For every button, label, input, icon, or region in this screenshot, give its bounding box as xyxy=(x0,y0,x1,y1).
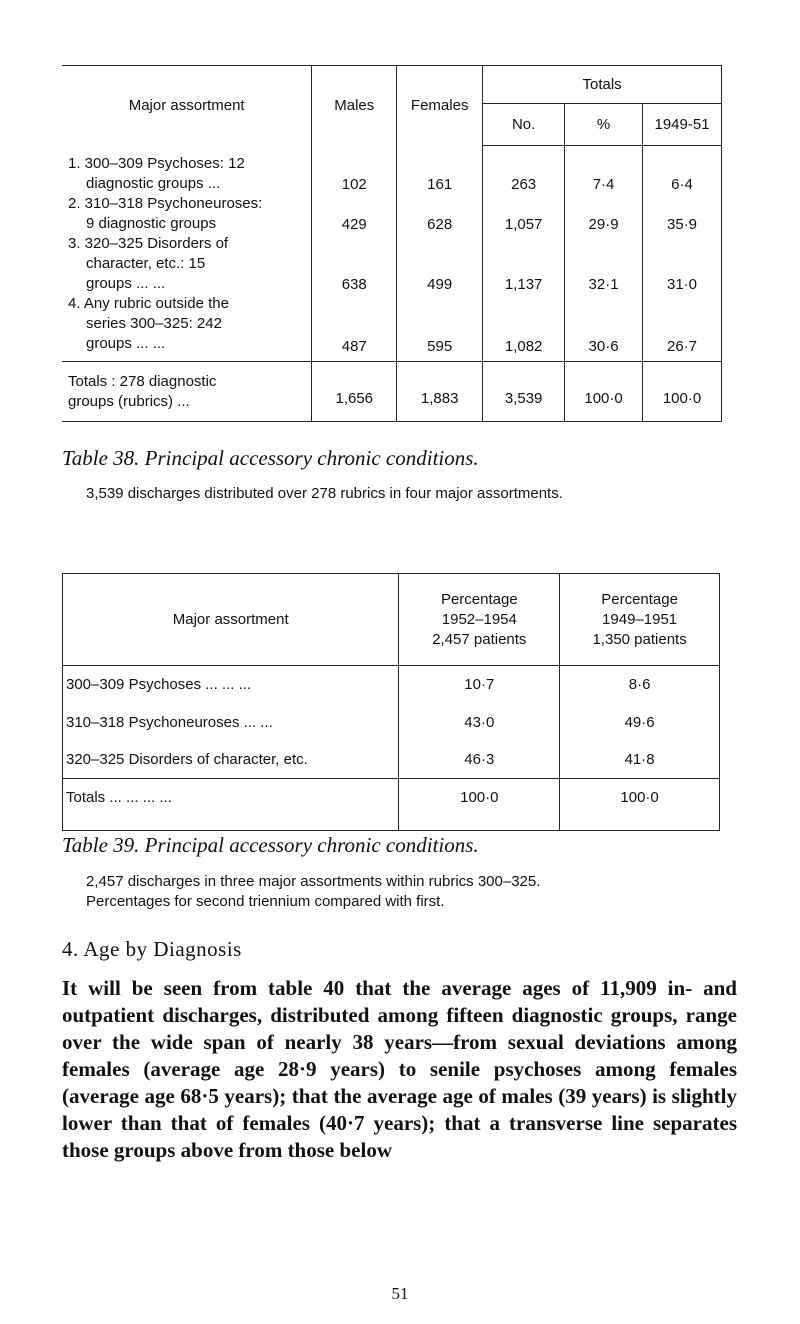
males-cell: 1,656 xyxy=(312,362,397,422)
header-percentage-1952-1954 xyxy=(399,574,560,666)
pct-cell: 100·0 xyxy=(565,362,643,422)
no-cell: 1,082 xyxy=(483,294,565,362)
y4951-cell: 26·7 xyxy=(643,294,722,362)
header-percentage-1949-1951 xyxy=(560,574,720,666)
y4951-cell: 100·0 xyxy=(643,362,722,422)
table-38-caption xyxy=(62,446,479,471)
no-cell: 1,137 xyxy=(483,234,565,294)
header-females: Females xyxy=(397,66,483,146)
no-cell: 3,539 xyxy=(483,362,565,422)
header-major-assortment: Major assortment xyxy=(62,66,312,146)
table-row xyxy=(62,146,722,194)
header-major-assortment: Major assortment xyxy=(63,574,399,666)
table-38 xyxy=(62,65,722,422)
table-39-caption xyxy=(62,833,479,858)
pct-cell: 32·1 xyxy=(565,234,643,294)
pct-1952-cell: 43·0 xyxy=(399,704,560,741)
males-cell: 102 xyxy=(312,146,397,194)
caption-label: Table 38. xyxy=(62,446,140,470)
females-cell: 161 xyxy=(397,146,483,194)
table-39-subcaption-line-2: Percentages for second triennium compared with first. xyxy=(86,893,445,910)
row-label-line: groups ... ... xyxy=(86,335,166,353)
caption-title: Principal accessory chronic conditions. xyxy=(144,446,479,470)
pct-1949-cell: 100·0 xyxy=(560,779,720,831)
pct-cell: 30·6 xyxy=(565,294,643,362)
total-row xyxy=(63,779,720,831)
caption-label: Table 39. xyxy=(62,833,140,857)
males-cell: 429 xyxy=(312,194,397,234)
pct-1949-cell: 41·8 xyxy=(560,741,720,779)
females-cell: 499 xyxy=(397,234,483,294)
row-label-line: Totals : 278 diagnostic xyxy=(68,372,217,390)
header-line: Percentage xyxy=(440,590,518,608)
table-row xyxy=(63,666,720,704)
table-row xyxy=(62,234,722,294)
pct-cell: 29·9 xyxy=(565,194,643,234)
pct-1952-cell: 46·3 xyxy=(399,741,560,779)
row-label-line: character, etc.: 15 xyxy=(86,254,206,272)
table-row xyxy=(63,704,720,741)
table-row xyxy=(62,194,722,234)
header-line: 2,457 patients xyxy=(432,630,527,648)
males-cell: 487 xyxy=(312,294,397,362)
header-males: Males xyxy=(312,66,397,146)
no-cell: 263 xyxy=(483,146,565,194)
row-label-line: diagnostic groups ... xyxy=(86,174,221,192)
section-heading: 4. Age by Diagnosis xyxy=(62,937,242,961)
header-line: Percentage xyxy=(601,590,678,608)
table-39-subcaption-line-1: 2,457 discharges in three major assortments within rubrics 300–325. xyxy=(86,873,541,890)
header-line: 1,350 patients xyxy=(592,630,687,648)
page-number: 51 xyxy=(391,1284,409,1303)
y4951-cell: 31·0 xyxy=(643,234,722,294)
row-label-line: series 300–325: 242 xyxy=(86,315,222,333)
header-1949-51: 1949-51 xyxy=(643,104,722,146)
row-label-line: 4. Any rubric outside the xyxy=(68,295,229,313)
table-row xyxy=(63,741,720,779)
females-cell: 595 xyxy=(397,294,483,362)
row-label: 300–309 Psychoses ... ... ... xyxy=(63,666,399,704)
males-cell: 638 xyxy=(312,234,397,294)
header-percent: % xyxy=(565,104,643,146)
table-38-subcaption: 3,539 discharges distributed over 278 rubrics in four major assortments. xyxy=(86,485,563,502)
pct-cell: 7·4 xyxy=(565,146,643,194)
females-cell: 1,883 xyxy=(397,362,483,422)
pct-1949-cell: 49·6 xyxy=(560,704,720,741)
pct-1949-cell: 8·6 xyxy=(560,666,720,704)
header-line: 1952–1954 xyxy=(441,610,517,628)
section-paragraph: It will be seen from table 40 that the average ages of 11,909 in- and outpatient discharges, distributed among fifteen diagnostic groups, range over the wide span of nearly 38 years—from sexual deviations among females (average age 28·9 years) to senile psychoses among females (average age 68·5 years); that the average age of males (39 years) is slightly lower than that of females (40·7 years); that a transverse line separates those groups above from those below xyxy=(62,976,737,1162)
row-label: 310–318 Psychoneuroses ... ... xyxy=(63,704,399,741)
row-label-line: 9 diagnostic groups xyxy=(86,214,217,232)
header-totals: Totals xyxy=(483,66,722,104)
row-label-line: 2. 310–318 Psychoneuroses: xyxy=(68,194,263,212)
row-label-line: groups ... ... xyxy=(86,274,166,292)
row-label-line: groups (rubrics) ... xyxy=(68,392,190,410)
pct-1952-cell: 100·0 xyxy=(399,779,560,831)
row-label: Totals ... ... ... ... xyxy=(63,779,399,831)
header-line: 1949–1951 xyxy=(602,610,678,628)
row-label-line: 1. 300–309 Psychoses: 12 xyxy=(68,154,245,172)
caption-title: Principal accessory chronic conditions. xyxy=(144,833,479,857)
row-label-line: 3. 320–325 Disorders of xyxy=(68,234,229,252)
table-row xyxy=(62,294,722,362)
table-39 xyxy=(62,573,720,831)
pct-1952-cell: 10·7 xyxy=(399,666,560,704)
no-cell: 1,057 xyxy=(483,194,565,234)
row-label: 320–325 Disorders of character, etc. xyxy=(63,741,399,779)
females-cell: 628 xyxy=(397,194,483,234)
y4951-cell: 6·4 xyxy=(643,146,722,194)
y4951-cell: 35·9 xyxy=(643,194,722,234)
header-no: No. xyxy=(483,104,565,146)
total-row xyxy=(62,362,722,422)
